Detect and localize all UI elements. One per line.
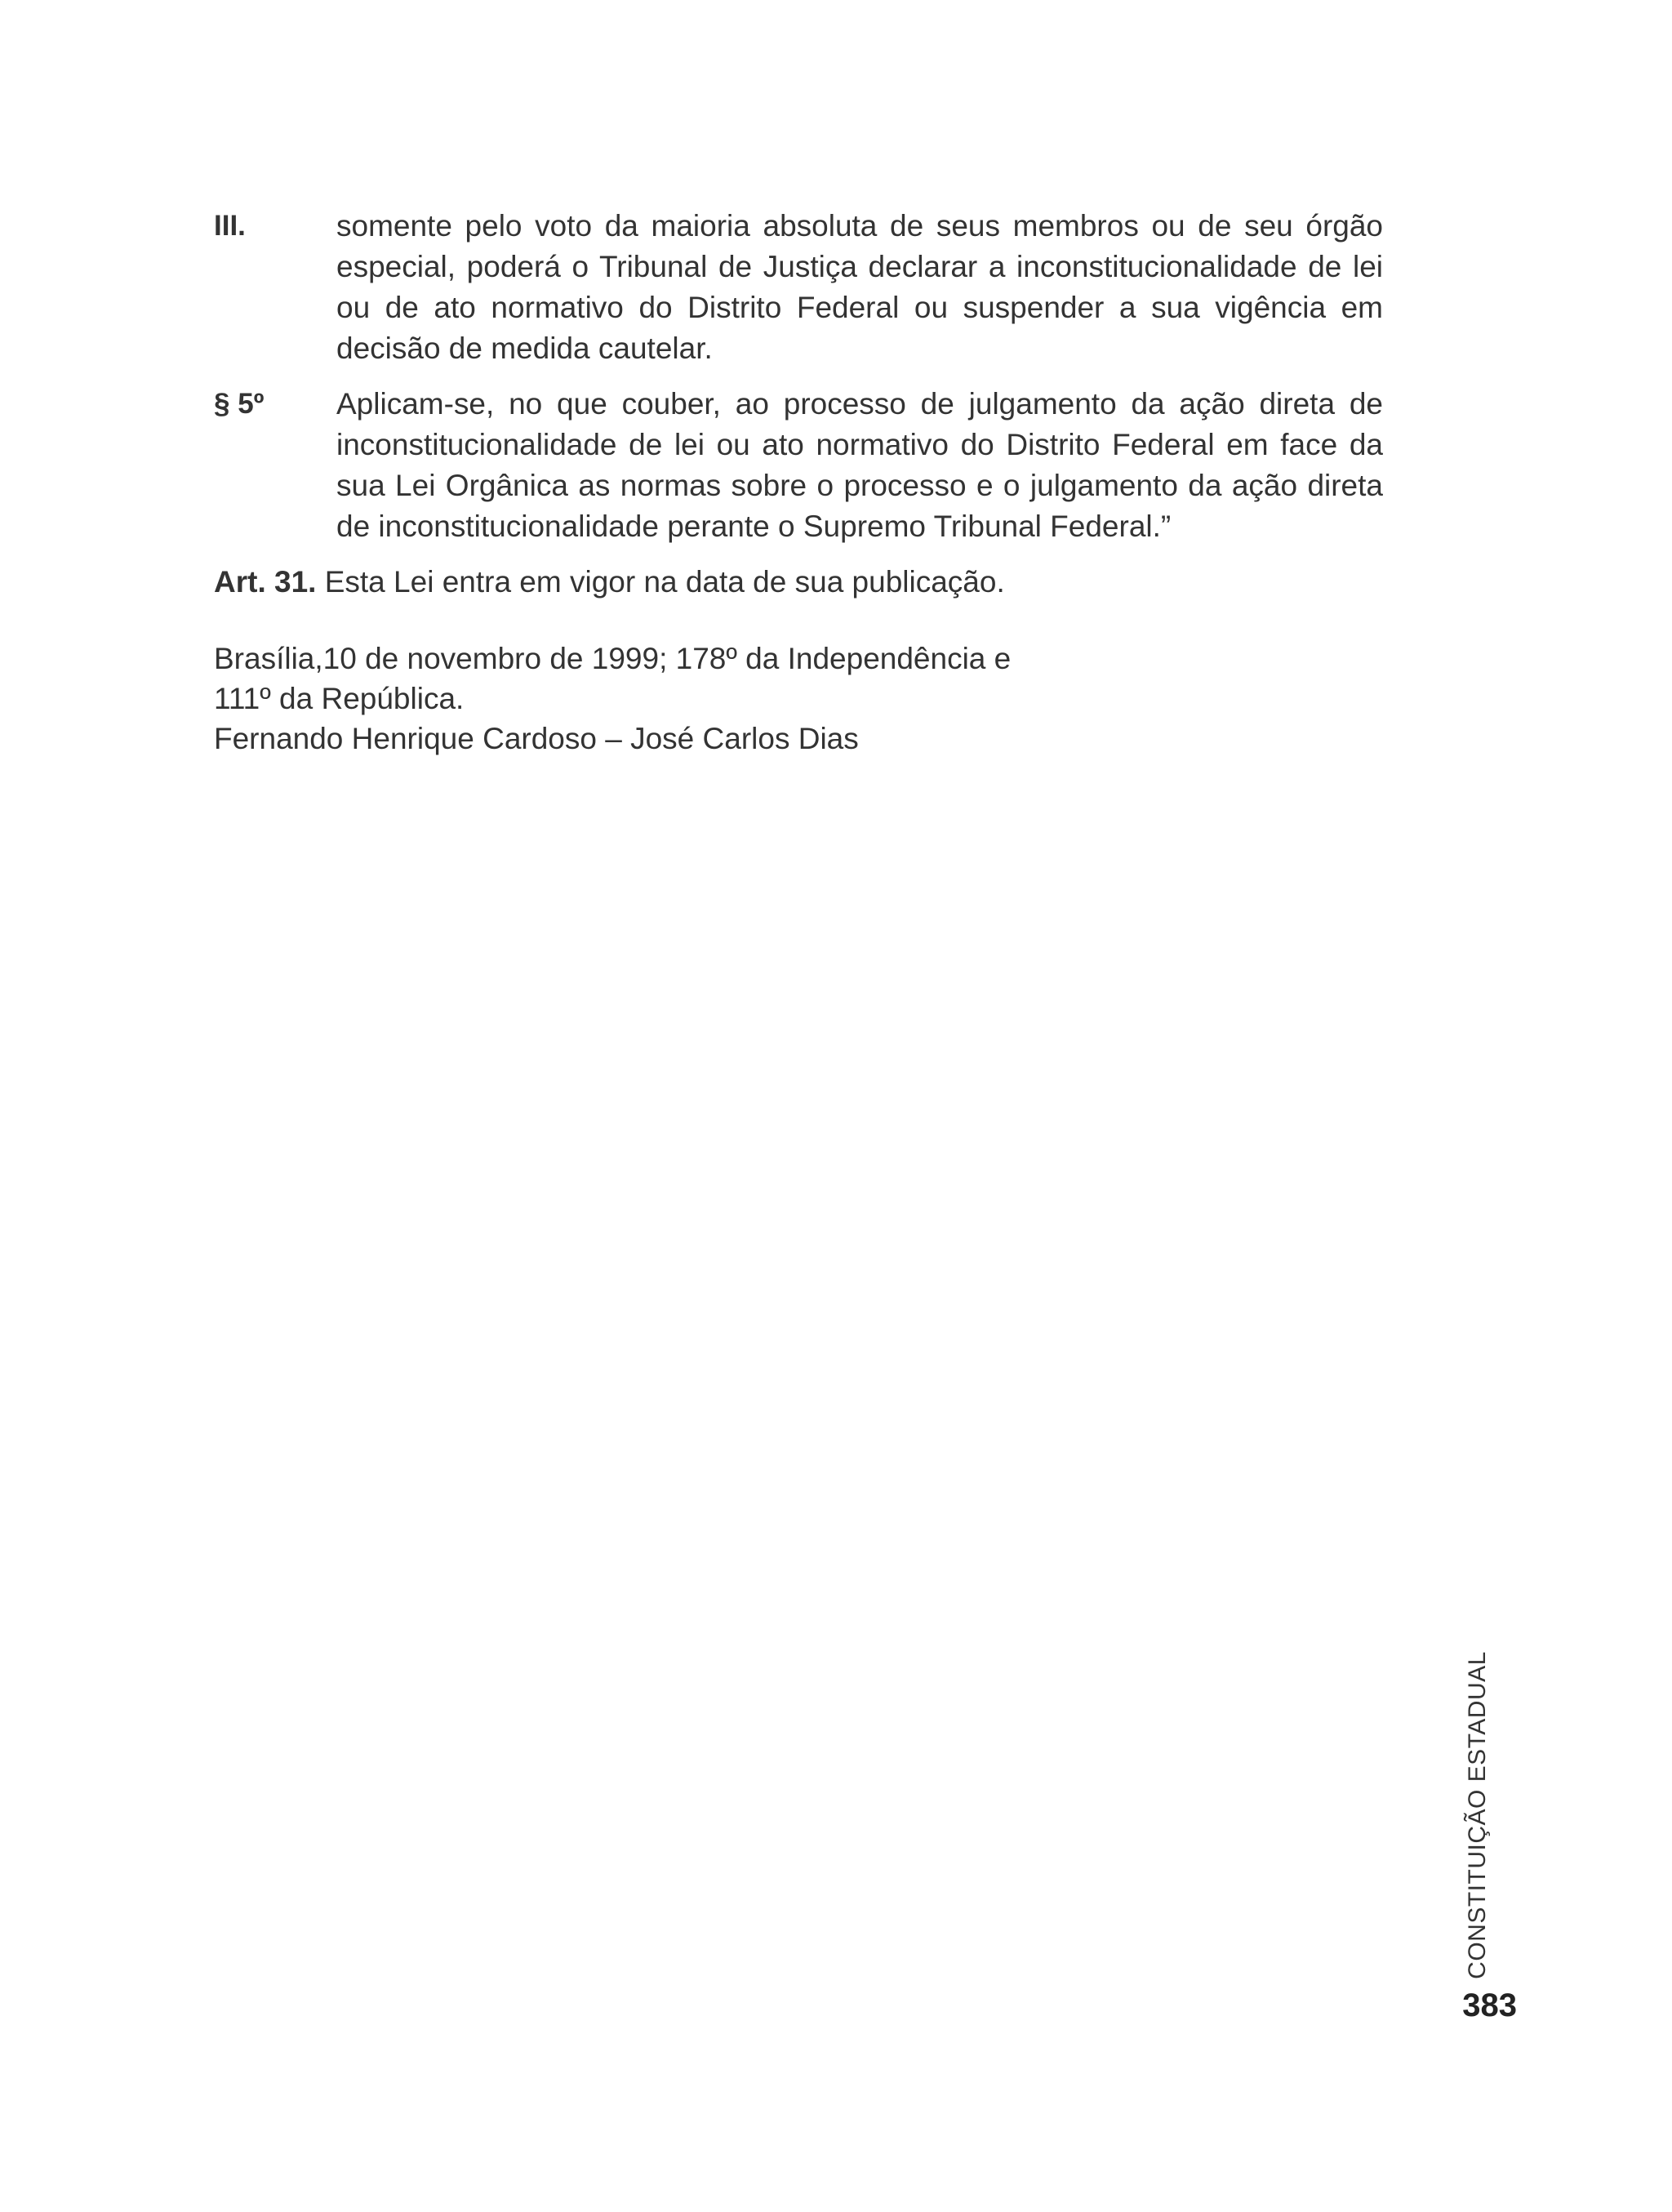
- section-side-label: [1453, 1651, 1502, 1979]
- paragraph-text: Aplicam-se, no que couber, ao processo de julgamento da ação direta de inconstitucionalidade de lei ou ato normativo do Distrito Federal em face da sua Lei Orgânica as normas sobre o processo e o julgamento da ação direta de inconstitucionalidade perante o Supremo Tribunal Federal.”: [336, 387, 1383, 543]
- article-31: [214, 562, 1383, 603]
- article-label: Art. 31.: [214, 565, 317, 599]
- page-number: 383: [1462, 1987, 1517, 2023]
- clause-iii: [214, 206, 1383, 369]
- paragraph-5: [214, 384, 1383, 547]
- document-body: [214, 206, 1383, 759]
- signoff-signatories: Fernando Henrique Cardoso – José Carlos Dias: [214, 722, 859, 755]
- article-text: Esta Lei entra em vigor na data de sua publicação.: [324, 565, 1005, 599]
- clause-text: somente pelo voto da maioria absoluta de seus membros ou de seu órgão especial, poderá o Tribunal de Justiça declarar a inconstitucionalidade de lei ou de ato normativo do Distrito Federal ou suspender a sua vigência em decisão de medida cautelar.: [336, 209, 1383, 365]
- clause-label: III.: [214, 210, 246, 242]
- paragraph-label: § 5º: [214, 388, 265, 420]
- signoff-republic-line: 111º da República.: [214, 682, 465, 715]
- section-side-label-text: CONSTITUIÇÃO ESTADUAL: [1464, 1651, 1492, 1979]
- signoff-date-line: Brasília,10 de novembro de 1999; 178º da Independência e: [214, 642, 1012, 675]
- signoff: [214, 639, 1383, 759]
